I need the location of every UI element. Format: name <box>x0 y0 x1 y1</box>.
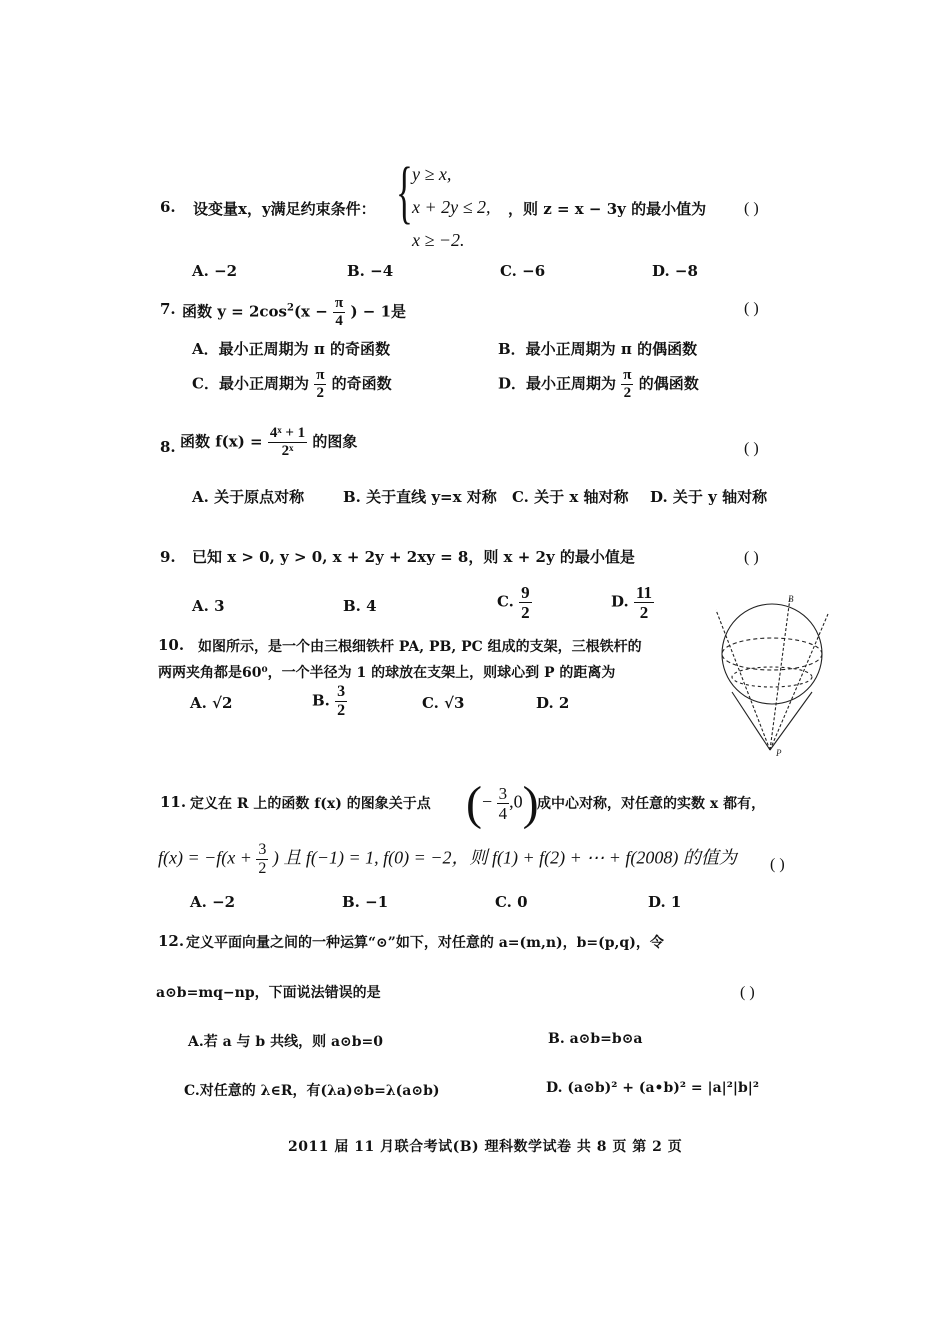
q9-option-d-fraction <box>634 584 654 621</box>
q7-option-c-fraction <box>314 368 326 401</box>
q9-option-c <box>497 584 532 621</box>
q7-option-d-post: 的偶函数 <box>638 374 699 393</box>
q10-line-2: 两两夹角都是60⁰，一个半径为 1 的球放在支架上，则球心到 P 的距离为 <box>158 665 616 681</box>
q11-answer-bracket: ( ) <box>770 856 785 873</box>
q6-option-d: D. −8 <box>652 262 698 280</box>
q11-number: 11. <box>160 793 187 811</box>
q11-option-a: A. −2 <box>190 893 236 911</box>
q6-constraint-3: x ≥ −2. <box>412 230 465 250</box>
q8-option-a: A. 关于原点对称 <box>192 488 305 506</box>
q11-l2-frac-bot: 2 <box>258 860 267 877</box>
q11-pt-frac-top: 3 <box>498 784 508 803</box>
q11-point-fraction <box>497 785 510 822</box>
q8-stem <box>180 426 357 459</box>
q7-frac-bot: 4 <box>335 313 343 329</box>
q10-label-b: B <box>788 594 794 604</box>
q9-option-d-label: D. <box>611 592 629 611</box>
q6-stem: 设变量x，y满足约束条件： <box>193 200 376 218</box>
q10-option-b <box>312 684 347 719</box>
q12-answer-bracket: ( ) <box>740 984 755 1001</box>
q8-number: 8. <box>160 438 176 456</box>
q11-line-2 <box>158 842 737 877</box>
q11-line-1-pre: 定义在 R 上的函数 f(x) 的图象关于点 <box>190 796 431 812</box>
q10-option-b-label: B. <box>312 691 330 710</box>
page-footer: 2011 届 11 月联合考试(B) 理科数学试卷 共 8 页 第 2 页 <box>288 1139 683 1155</box>
q11-option-d: D. 1 <box>648 893 682 911</box>
q7-answer-bracket: ( ) <box>744 300 759 317</box>
q10-rod-pa <box>716 610 770 750</box>
q11-option-b: B. −1 <box>342 893 389 911</box>
q11-point-zero: ,0 <box>509 791 523 812</box>
q9-stem: 已知 x > 0, y > 0, x + 2y + 2xy = 8，则 x + 2y 的最小值是 <box>192 548 635 566</box>
q11-line-2-pre: f(x) = −f(x + <box>158 847 252 868</box>
q6-number: 6. <box>160 198 176 216</box>
q7-option-d <box>498 368 699 401</box>
q6-constraint-1: y ≥ x, <box>412 164 452 184</box>
q11-point-paren-right: ) <box>522 777 539 830</box>
q10-line-1: 如图所示，是一个由三根细铁杆 PA, PB, PC 组成的支架，三根铁杆的 <box>198 639 642 655</box>
q6-brace: { <box>396 154 413 231</box>
q10-sphere <box>722 604 822 704</box>
q8-stem-pre: 函数 f(x) = <box>180 432 263 451</box>
q7-frac-top: π <box>335 295 344 311</box>
q12-option-c: C.对任意的 λ∈R，有(λa)⊙b=λ(a⊙b) <box>184 1083 440 1099</box>
q7-option-d-fraction <box>621 368 633 401</box>
q10-rod-pb <box>770 614 828 750</box>
q12-line-2: a⊙b=mq−np，下面说法错误的是 <box>156 985 381 1001</box>
q12-option-b: B. a⊙b=b⊙a <box>548 1031 643 1047</box>
q8-option-c: C. 关于 x 轴对称 <box>512 488 629 506</box>
q7-stem-mid: (x − <box>293 302 328 321</box>
q9-option-d <box>611 584 654 621</box>
q8-answer-bracket: ( ) <box>744 440 759 457</box>
q10-figure <box>708 592 838 762</box>
q9-number: 9. <box>160 548 176 566</box>
q7-number: 7. <box>160 300 176 318</box>
q10-option-a: A. √2 <box>190 694 233 712</box>
q11-point-minus: − <box>481 791 493 812</box>
q11-line-2-fraction <box>256 842 268 877</box>
q7-stem-post: ) − 1是 <box>350 302 407 321</box>
q6-option-a: A. −2 <box>192 262 238 280</box>
q7-fraction <box>333 296 345 329</box>
q9-option-c-fraction <box>519 584 532 621</box>
q8-option-d: D. 关于 y 轴对称 <box>650 488 768 506</box>
q9-answer-bracket: ( ) <box>744 549 759 566</box>
q8-stem-post: 的图象 <box>312 432 358 451</box>
q8-option-b: B. 关于直线 y=x 对称 <box>343 488 497 506</box>
q7-c-frac-top: π <box>316 367 325 383</box>
q8-fraction <box>268 426 307 459</box>
q9-option-b: B. 4 <box>343 597 377 615</box>
q9-c-frac-top: 9 <box>521 583 530 602</box>
q9-d-frac-top: 11 <box>635 583 652 602</box>
q12-option-a: A.若 a 与 b 共线，则 a⊙b=0 <box>188 1034 384 1050</box>
q7-option-b: B．最小正周期为 π 的偶函数 <box>498 340 698 358</box>
q11-pt-frac-bot: 4 <box>498 804 508 823</box>
q7-c-frac-bot: 2 <box>316 385 325 401</box>
q12-option-d: D. (a⊙b)² + (a•b)² = |a|²|b|² <box>546 1080 760 1096</box>
q6-option-b: B. −4 <box>347 262 394 280</box>
q10-b-frac-bot: 2 <box>337 702 346 719</box>
q12-number: 12. <box>158 932 185 950</box>
q12-line-1: 定义平面向量之间的一种运算“⊙”如下，对任意的 a=(m,n)，b=(p,q)，令 <box>186 935 664 951</box>
q10-option-c: C. √3 <box>422 694 465 712</box>
q11-line-1-post: 成中心对称，对任意的实数 x 都有， <box>537 796 766 812</box>
q6-stem-tail: ，则 z = x − 3y 的最小值为 <box>508 200 707 218</box>
q11-option-c: C. 0 <box>495 893 528 911</box>
q10-label-p: P <box>776 748 782 758</box>
q7-d-frac-bot: 2 <box>623 385 632 401</box>
q9-c-frac-bot: 2 <box>521 603 530 622</box>
q7-exponent: 2 <box>286 302 294 314</box>
q7-option-c <box>192 368 392 401</box>
q7-option-c-post: 的奇函数 <box>331 374 392 393</box>
q7-stem-pre: 函数 y = 2cos <box>182 302 287 321</box>
q11-l2-frac-top: 3 <box>258 841 267 858</box>
q7-option-a: A．最小正周期为 π 的奇函数 <box>192 340 391 358</box>
q7-stem <box>182 296 406 329</box>
q6-answer-bracket: ( ) <box>744 200 759 217</box>
q6-option-c: C. −6 <box>500 262 546 280</box>
q7-d-frac-top: π <box>623 367 632 383</box>
q9-option-c-label: C. <box>497 592 514 611</box>
q6-constraint-2: x + 2y ≤ 2, <box>412 197 491 217</box>
q11-line-2-post: ) 且 f(−1) = 1, f(0) = −2，则 f(1) + f(2) + ⋯ + f(2008) 的值为 <box>272 847 737 868</box>
q7-option-d-pre: D．最小正周期为 <box>498 374 617 393</box>
q11-point <box>466 776 539 831</box>
q9-d-frac-bot: 2 <box>639 603 649 622</box>
q8-frac-top: 4ˣ + 1 <box>269 425 306 441</box>
q9-option-a: A. 3 <box>192 597 225 615</box>
q10-option-d: D. 2 <box>536 694 570 712</box>
q10-option-b-fraction <box>335 684 347 719</box>
q10-number: 10. <box>158 636 185 654</box>
q7-option-c-pre: C．最小正周期为 <box>192 374 309 393</box>
q8-frac-bot: 2ˣ <box>281 443 294 459</box>
q10-b-frac-top: 3 <box>337 683 346 700</box>
q11-point-paren-left: ( <box>466 777 482 830</box>
